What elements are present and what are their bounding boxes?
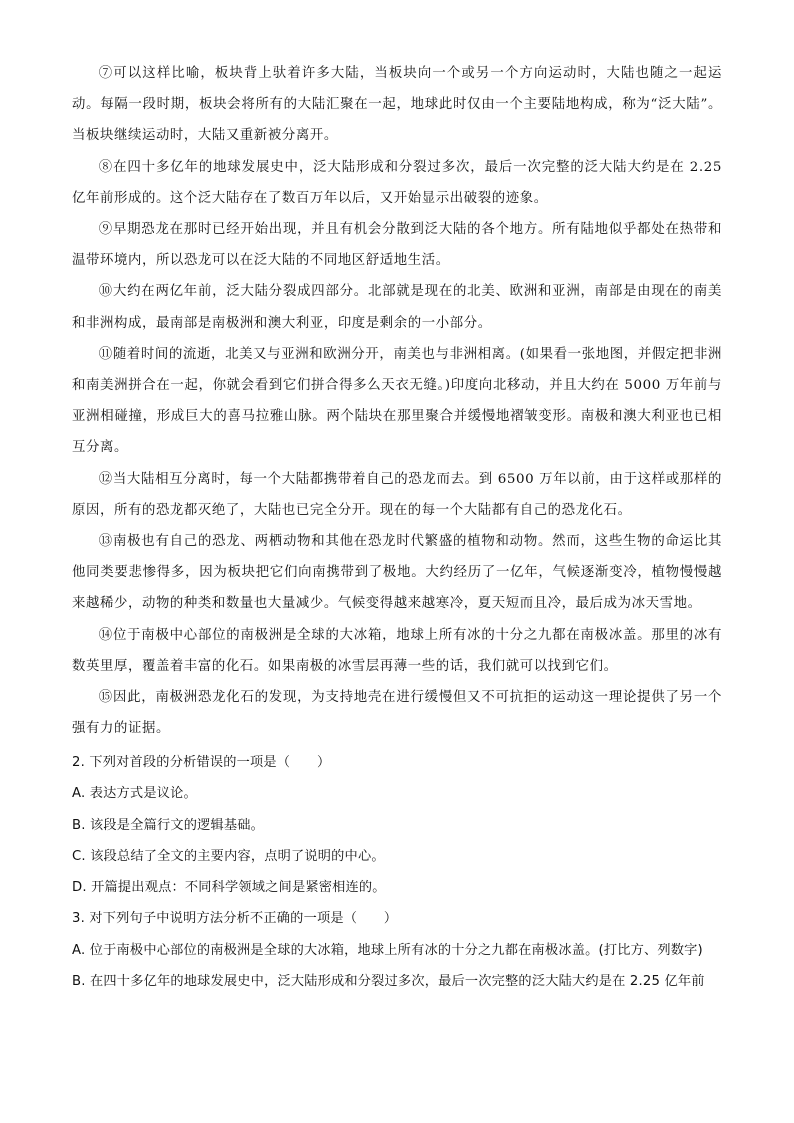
question-2-option-d: D. 开篇提出观点：不同科学领域之间是紧密相连的。 — [72, 880, 386, 896]
paragraph-14: ⑭位于南极中心部位的南极洲是全球的大冰箱，地球上所有冰的十分之九都在南极冰盖。那里的冰有数英里厚，覆盖着丰富的化石。如果南极的冰雪层再薄一些的话，我们就可以找到它们。 — [72, 627, 722, 674]
questions-section — [72, 747, 722, 997]
question-2-option-b: B. 该段是全篇行文的逻辑基础。 — [72, 817, 265, 833]
paragraph-10: ⑩大约在两亿年前，泛大陆分裂成四部分。北部就是现在的北美、欧洲和亚洲，南部是由现在的南美和非洲构成，最南部是南极洲和澳大利亚，印度是剩余的一小部分。 — [72, 284, 722, 331]
paragraph-12: ⑫当大陆相互分离时，每一个大陆都携带着自己的恐龙而去。到 6500 万年以前，由于这样或那样的原因，所有的恐龙都灭绝了，大陆也已完全分开。现在的每一个大陆都有自己的恐龙化石。 — [72, 471, 722, 518]
paragraph-15: ⑮因此，南极洲恐龙化石的发现，为支持地壳在进行缓慢但又不可抗拒的运动这一理论提供了另一个强有力的证据。 — [72, 690, 722, 737]
paragraph-8: ⑧在四十多亿年的地球发展史中，泛大陆形成和分裂过多次，最后一次完整的泛大陆大约是在 2.25 亿年前形成的。这个泛大陆存在了数百万年以后，又开始显示出破裂的迹象。 — [72, 159, 722, 206]
question-2-option-a: A. 表达方式是议论。 — [72, 786, 197, 802]
question-2-stem: 2. 下列对首段的分析错误的一项是（ ） — [72, 755, 331, 770]
paragraph-13: ⑬南极也有自己的恐龙、两栖动物和其他在恐龙时代繁盛的植物和动物。然而，这些生物的命运比其他同类要悲惨得多，因为板块把它们向南携带到了极地。大约经历了一亿年，气候逐渐变冷，植物慢慢越来越稀少，动物的种类和数量也大量减少。气候变得越来越寒冷，夏天短而且冷，最后成为冰天雪地。 — [72, 534, 722, 612]
question-2-option-c: C. 该段总结了全文的主要内容，点明了说明的中心。 — [72, 848, 385, 864]
paragraph-11: ⑪随着时间的流逝，北美又与亚洲和欧洲分开，南美也与非洲相离。(如果看一张地图，并假定把非洲和南美洲拼合在一起，你就会看到它们拼合得多么天衣无缝。)印度向北移动，并且大约在 5000 万年前与亚洲相碰撞，形成巨大的喜马拉雅山脉。两个陆块在那里聚合并缓慢地褶皱变形。南极和澳大利亚也已相互分离。 — [72, 346, 722, 456]
reading-passage — [72, 58, 722, 744]
paragraph-9: ⑨早期恐龙在那时已经开始出现，并且有机会分散到泛大陆的各个地方。所有陆地似乎都处在热带和温带环境内，所以恐龙可以在泛大陆的不同地区舒适地生活。 — [72, 222, 722, 269]
question-3-option-a: A. 位于南极中心部位的南极洲是全球的大冰箱，地球上所有冰的十分之九都在南极冰盖。(打比方、列数字) — [72, 942, 703, 958]
paragraph-7: ⑦可以这样比喻，板块背上驮着许多大陆，当板块向一个或另一个方向运动时，大陆也随之一起运动。每隔一段时期，板块会将所有的大陆汇聚在一起，地球此时仅由一个主要陆地构成，称为“泛大陆”。当板块继续运动时，大陆又重新被分离开。 — [72, 66, 722, 144]
question-3-stem: 3. 对下列句子中说明方法分析不正确的一项是（ ） — [72, 911, 398, 927]
question-3-option-b: B. 在四十多亿年的地球发展史中，泛大陆形成和分裂过多次，最后一次完整的泛大陆大约是在 2.25 亿年前 — [72, 974, 705, 990]
